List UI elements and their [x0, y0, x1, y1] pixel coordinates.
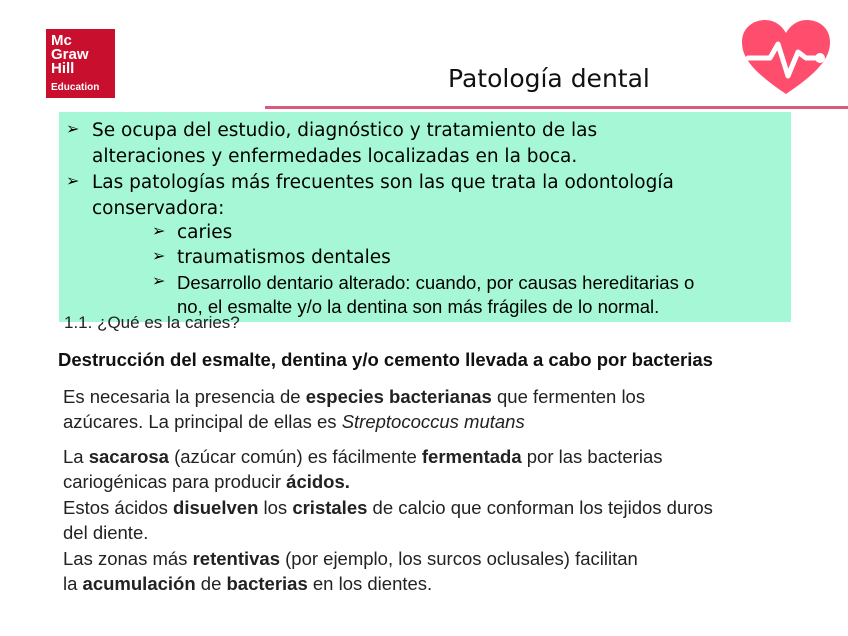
bold-text: cristales: [292, 497, 368, 518]
sub-bullet-traumatismos: traumatismos dentales: [177, 247, 391, 268]
logo-line-3: Hill: [51, 60, 75, 77]
bold-text: fermentada: [421, 446, 522, 467]
text: (por ejemplo, los surcos oclusales) facilitan: [279, 548, 638, 569]
bold-text: acumulación: [82, 573, 196, 594]
text: de calcio que conforman los tejidos duros: [367, 497, 713, 518]
heartbeat-icon: [740, 18, 832, 98]
text: en los dientes.: [307, 573, 433, 594]
sub-bullet-arrow-icon: ➢: [152, 221, 166, 240]
text: Las zonas más: [63, 548, 193, 569]
text: la: [63, 573, 83, 594]
text: (azúcar común) es fácilmente: [168, 446, 422, 467]
sub-bullet-desarrollo-line-1: Desarrollo dentario alterado: cuando, por causas hereditarias o: [177, 272, 695, 293]
bold-text: ácidos.: [286, 471, 350, 492]
mcgraw-hill-logo: [46, 29, 115, 98]
bullet-1-line-1: Se ocupa del estudio, diagnóstico y tratamiento de las: [92, 120, 598, 141]
paragraph-4: [63, 546, 823, 596]
text: azúcares. La principal de ellas es: [63, 411, 342, 432]
logo-line-4: Education: [51, 82, 100, 93]
bold-text: bacterias: [226, 573, 308, 594]
sub-bullet-caries: caries: [177, 222, 233, 243]
section-heading: 1.1. ¿Qué es la caries?: [64, 313, 240, 332]
paragraph-3: [63, 495, 823, 545]
bullet-1-line-2: alteraciones y enfermedades localizadas en la boca.: [92, 146, 578, 167]
text: Es necesaria la presencia de: [63, 386, 306, 407]
text: por las bacterias: [521, 446, 663, 467]
paragraph-2: [63, 444, 823, 494]
text: que fermenten los: [491, 386, 646, 407]
bullet-2-line-2: conservadora:: [92, 198, 225, 219]
bold-text: especies bacterianas: [305, 386, 492, 407]
sub-bullet-arrow-icon: ➢: [152, 246, 166, 265]
text: La: [63, 446, 89, 467]
title-underline: [265, 106, 848, 109]
bold-text: sacarosa: [88, 446, 169, 467]
text: cariogénicas para producir: [63, 471, 287, 492]
bullet-arrow-icon: ➢: [66, 171, 80, 190]
sub-bullet-arrow-icon: ➢: [152, 271, 166, 290]
text: del diente.: [63, 522, 149, 543]
text: los: [258, 497, 293, 518]
logo-line-2: Graw: [51, 46, 89, 63]
bullet-arrow-icon: ➢: [66, 119, 80, 138]
sub-bullet-desarrollo-line-2: no, el esmalte y/o la dentina son más frágiles de lo normal.: [177, 296, 660, 317]
bold-text: retentivas: [192, 548, 280, 569]
caries-definition: Destrucción del esmalte, dentina y/o cemento llevada a cabo por bacterias: [58, 349, 713, 370]
paragraph-1: [63, 384, 823, 434]
logo-line-1: Mc: [51, 32, 72, 49]
text: Estos ácidos: [63, 497, 174, 518]
bullet-2-line-1: Las patologías más frecuentes son las que trata la odontología: [92, 172, 674, 193]
italic-text: Streptococcus mutans: [341, 411, 525, 432]
text: de: [195, 573, 227, 594]
slide-title: Patología dental: [448, 64, 650, 93]
bold-text: disuelven: [173, 497, 259, 518]
